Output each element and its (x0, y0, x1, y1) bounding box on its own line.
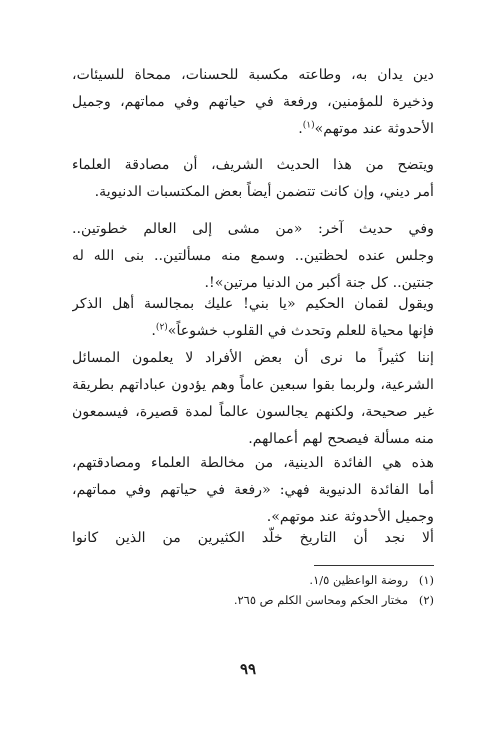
paragraph-2 (72, 152, 434, 206)
footnote-marker: (٢) (155, 322, 168, 333)
page-number: ٩٩ (239, 660, 257, 678)
text-line: وفي حديث آخر: «من مشى إلى العالم خطوتين.. (72, 221, 434, 237)
footnote-1 (72, 571, 434, 589)
text-line: دين يدان به، وطاعته مكسبة للحسنات، ممحاة للسيئات، (72, 67, 434, 83)
paragraph-4 (72, 291, 434, 345)
text-line: وذخيرة للمؤمنين، ورفعة في حياتهم وفي مماتهم، وجميل (72, 94, 434, 110)
text-line: هذه هي الفائدة الدينية، من مخالطة العلماء ومصادقتهم، (72, 455, 434, 471)
text-line: أمر ديني، وإن كانت تتضمن أيضاً بعض المكتسبات الدنيوية. (94, 184, 434, 200)
paragraph-1 (72, 62, 434, 143)
footnote-number: (١) (418, 573, 434, 587)
text-line: وجلس عنده لحظتين.. وسمع منه مسألتين.. بنى الله له (72, 248, 434, 264)
text-line: الأحدوثة عند موتهم»$^{(١)}$. (298, 120, 434, 137)
footnote-text: روضة الواعظين ١/٥. (309, 573, 408, 587)
text-line: الشرعية، ولربما بقوا سبعين عاماً وهم يؤدون عباداتهم بطريقة (72, 377, 434, 393)
footnote-text: مختار الحكم ومحاسن الكلم ص ٢٦٥. (233, 593, 408, 607)
footnote-marker: (١) (302, 120, 315, 131)
text-line: ويتضح من هذا الحديث الشريف، أن مصادقة العلماء (72, 157, 434, 173)
text-line: إننا كثيراً ما نرى أن بعض الأفراد لا يعلمون المسائل (72, 350, 434, 366)
text-line: وجميل الأحدوثة عند موتهم». (266, 509, 434, 525)
paragraph-7 (72, 525, 434, 552)
text-line: فإنها محياة للعلم وتحدث في القلوب خشوعاً»$^{(٢)}$. (151, 322, 434, 339)
text-line: أما الفائدة الدنيوية فهي: «رفعة في حياتهم وفي مماتهم، (72, 482, 434, 498)
paragraph-6 (72, 450, 434, 531)
paragraph-5 (72, 345, 434, 453)
footnote-number: (٢) (418, 593, 434, 607)
text-line: ألا نجد أن التاريخ خلّد الكثيرين من الذين كانوا (72, 530, 434, 546)
text-line: ويقول لقمان الحكيم «يا بني! عليك بمجالسة أهل الذكر (72, 296, 434, 312)
text-line: جنتين.. كل جنة أكبر من الدنيا مرتين»!. (204, 275, 434, 291)
footnote-separator (314, 565, 434, 566)
paragraph-3 (72, 216, 434, 297)
text-line: منه مسألة فيصحح لهم أعمالهم. (248, 431, 434, 447)
footnote-2 (72, 591, 434, 609)
text-line: غير صحيحة، ولكنهم يجالسون عالماً لمدة قصيرة، فيسمعون (72, 404, 434, 420)
